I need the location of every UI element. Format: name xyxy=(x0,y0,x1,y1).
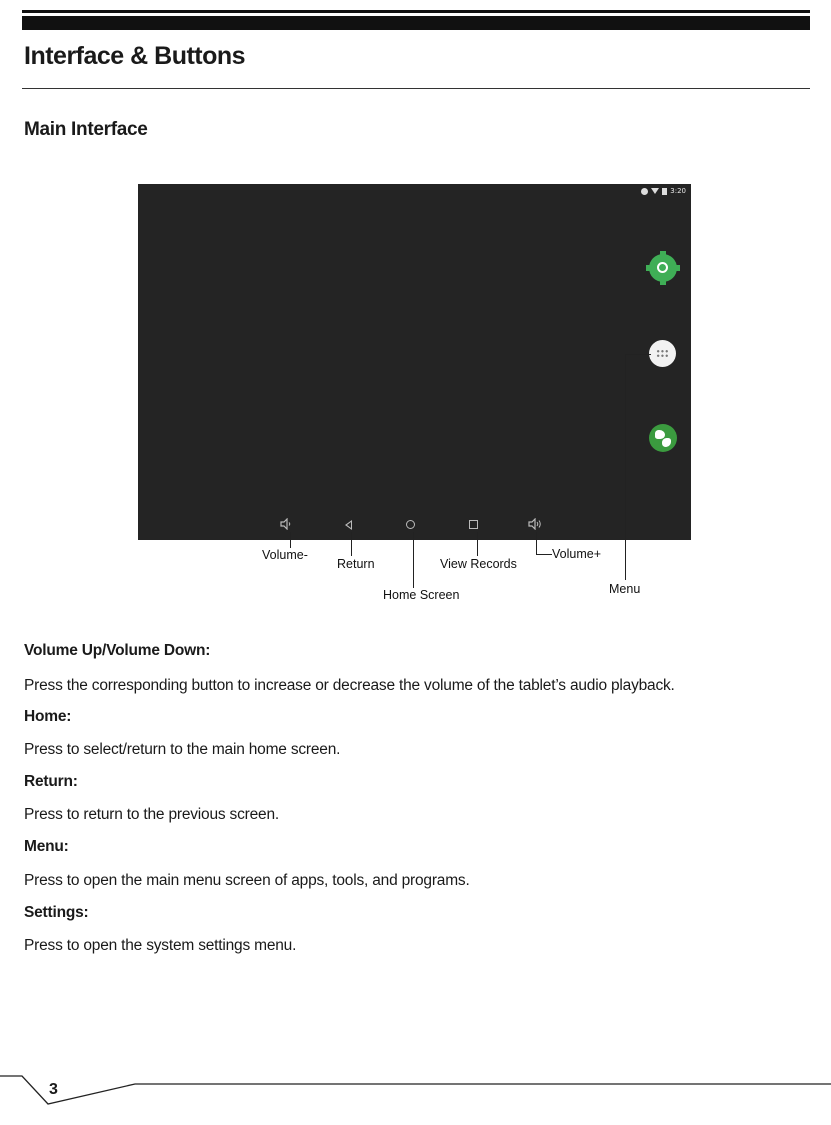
callout-line-view-records xyxy=(477,532,478,556)
heading-volume: Volume Up/Volume Down: xyxy=(24,642,211,659)
callout-line-volume-up-h xyxy=(536,554,552,555)
callout-return: Return xyxy=(337,557,375,571)
gear-tooth xyxy=(646,265,652,271)
wifi-icon xyxy=(651,188,659,194)
callout-volume-down: Volume- xyxy=(262,548,308,562)
section-title: Main Interface xyxy=(24,119,148,140)
header-rule-thin xyxy=(22,10,810,13)
callout-line-volume-up xyxy=(536,532,537,554)
gear-tooth xyxy=(660,251,666,257)
heading-home: Home: xyxy=(24,708,72,725)
heading-return: Return: xyxy=(24,773,78,790)
globe-icon[interactable] xyxy=(649,424,677,452)
callout-view-records: View Records xyxy=(440,557,517,571)
footer-rule xyxy=(0,1072,831,1112)
volume-up-icon[interactable] xyxy=(528,518,542,530)
app-grid-icon[interactable] xyxy=(649,340,676,367)
text-settings: Press to open the system settings menu. xyxy=(24,937,297,954)
settings-app-icon[interactable] xyxy=(649,254,677,282)
title-divider xyxy=(22,88,810,89)
battery-icon xyxy=(662,188,667,195)
home-icon[interactable] xyxy=(406,520,415,529)
callout-line-home xyxy=(413,532,414,588)
heading-settings: Settings: xyxy=(24,904,89,921)
text-volume: Press the corresponding button to increase or decrease the volume of the tablet’s audio playback. xyxy=(24,677,675,694)
callout-line-volume-down xyxy=(290,532,291,548)
callout-line-menu xyxy=(625,354,626,580)
callout-line-return xyxy=(351,532,352,556)
header-rule-thick xyxy=(22,16,810,30)
do-not-disturb-icon xyxy=(641,188,648,195)
volume-down-icon[interactable] xyxy=(280,518,292,530)
callout-volume-up: Volume+ xyxy=(552,547,601,561)
page-number: 3 xyxy=(49,1081,58,1098)
callout-menu: Menu xyxy=(609,582,641,596)
page-title: Interface & Buttons xyxy=(24,42,246,70)
gear-tooth xyxy=(660,279,666,285)
status-time: 3:20 xyxy=(670,187,686,195)
text-menu: Press to open the main menu screen of apps, tools, and programs. xyxy=(24,872,470,889)
callout-home-screen: Home Screen xyxy=(383,588,460,602)
grid-dots xyxy=(656,349,669,358)
back-icon[interactable] xyxy=(345,520,352,530)
callout-line-menu-h xyxy=(625,354,651,355)
heading-menu: Menu: xyxy=(24,838,69,855)
text-return: Press to return to the previous screen. xyxy=(24,806,279,823)
recents-icon[interactable] xyxy=(469,520,478,529)
gear-tooth xyxy=(674,265,680,271)
globe-land xyxy=(662,438,671,447)
status-bar xyxy=(641,187,686,195)
tablet-screenshot xyxy=(138,184,691,540)
text-home: Press to select/return to the main home screen. xyxy=(24,741,341,758)
